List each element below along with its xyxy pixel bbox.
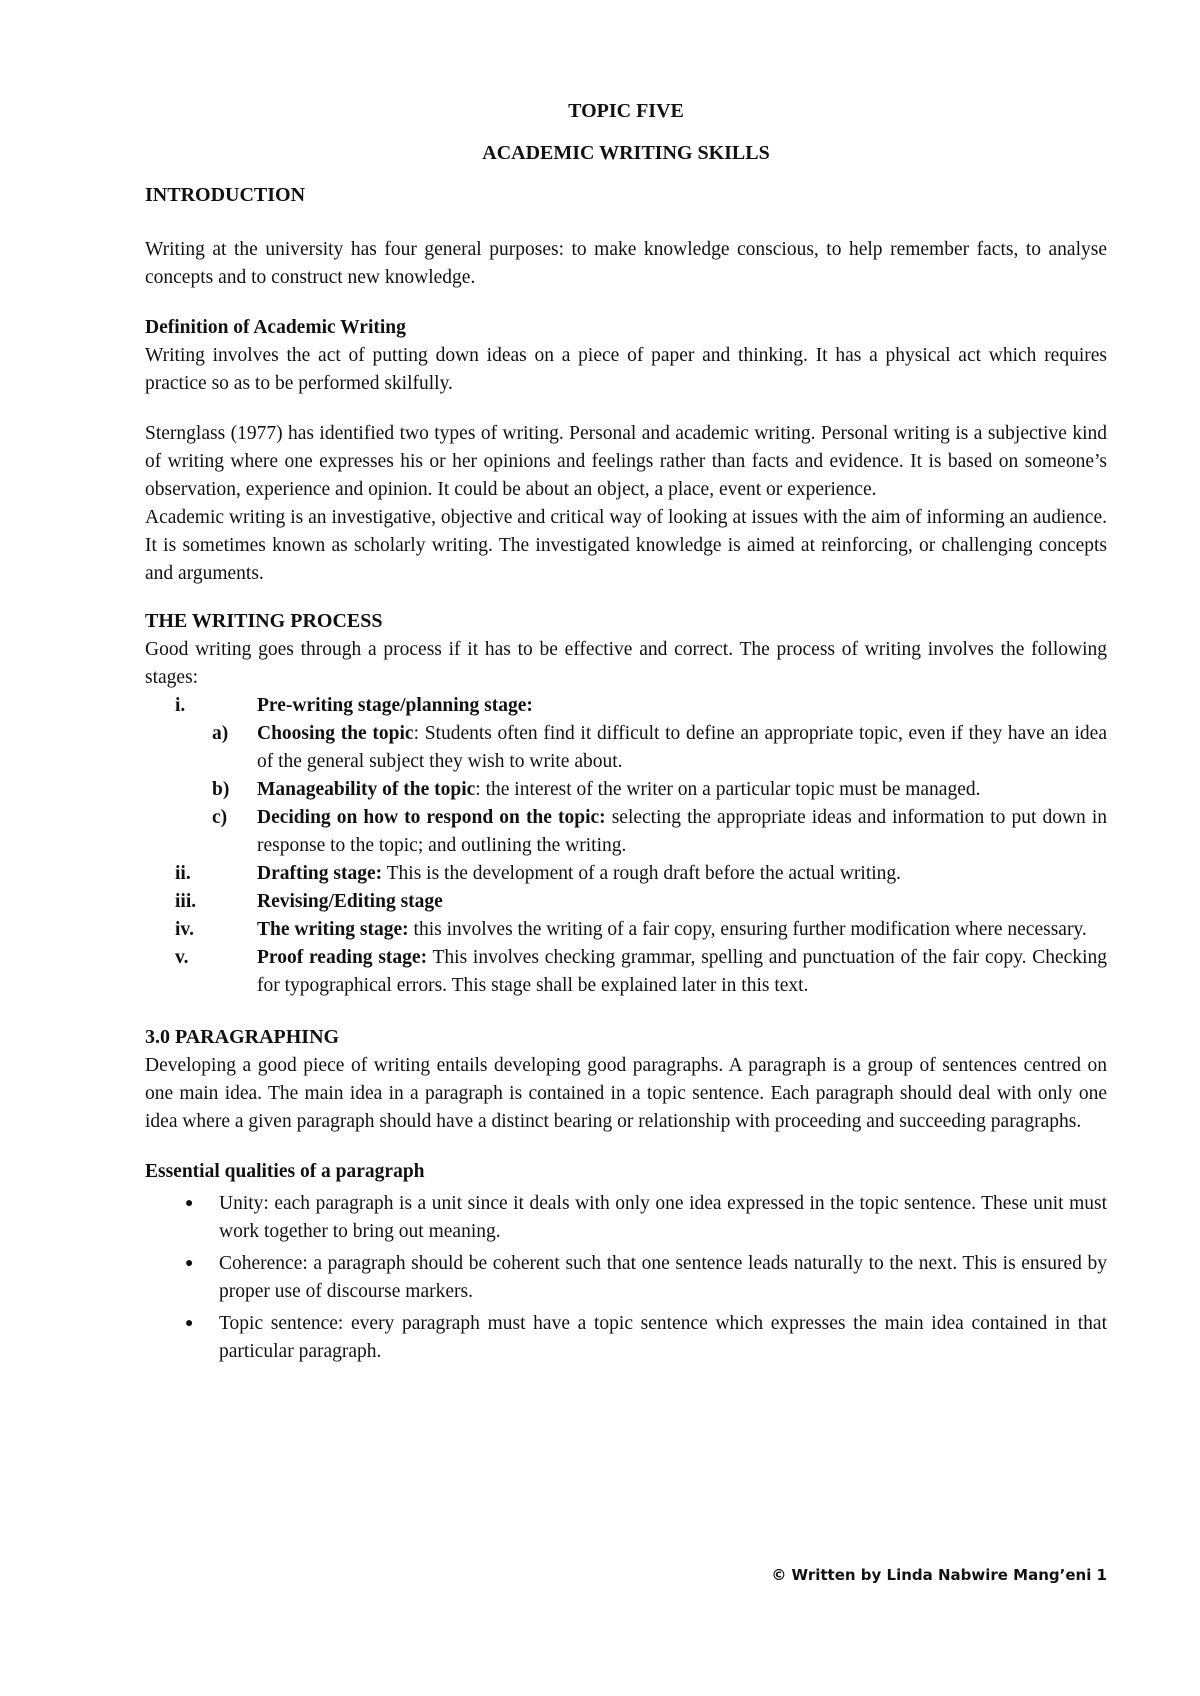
stage-label: The writing stage: bbox=[257, 919, 409, 940]
stage-number: iii. bbox=[175, 891, 197, 912]
introduction-heading: INTRODUCTION bbox=[145, 184, 306, 206]
list-item bbox=[145, 1250, 1107, 1306]
introduction-paragraph: Writing at the university has four general purposes: to make knowledge conscious, to help remember facts, to analyse concepts and to construct new knowledge. bbox=[145, 239, 1107, 288]
stage-label: Drafting stage: bbox=[257, 863, 383, 884]
substage-text: : the interest of the writer on a particular topic must be managed. bbox=[475, 779, 981, 800]
writing-process-heading: THE WRITING PROCESS bbox=[145, 610, 383, 632]
substage-item bbox=[212, 720, 1107, 776]
bullet-icon: ● bbox=[185, 1316, 194, 1331]
document-page bbox=[145, 96, 1107, 1370]
stage-item bbox=[145, 944, 1107, 1000]
list-item-text: Unity: each paragraph is a unit since it deals with only one idea expressed in the topic sentence. These unit must work together to bring out meaning. bbox=[219, 1193, 1107, 1242]
stage-text: This involves checking grammar, spelling and punctuation of the fair copy. Checking for typographical errors. This stage shall be explained later in this text. bbox=[257, 947, 1107, 996]
academic-writing-paragraph: Academic writing is an investigative, objective and critical way of looking at issues with the aim of informing an audience. It is sometimes known as scholarly writing. The investigated knowledge is aimed at reinforcing, or challenging concepts and arguments. bbox=[145, 507, 1107, 584]
qualities-list bbox=[145, 1190, 1107, 1366]
list-item-text: Topic sentence: every paragraph must have a topic sentence which expresses the main idea contained in that particular paragraph. bbox=[219, 1313, 1107, 1362]
writing-process-paragraph: Good writing goes through a process if it has to be effective and correct. The process of writing involves the following stages: bbox=[145, 639, 1107, 688]
stage-number: i. bbox=[175, 695, 186, 716]
definition-paragraph: Writing involves the act of putting down ideas on a piece of paper and thinking. It has a physical act which requires practice so as to be performed skilfully. bbox=[145, 345, 1107, 394]
substage-label: Choosing the topic bbox=[257, 723, 414, 744]
stage-number: ii. bbox=[175, 863, 191, 884]
page-footer: © Written by Linda Nabwire Mang’eni 1 bbox=[771, 1566, 1107, 1584]
stage-number: v. bbox=[175, 947, 189, 968]
stage-item bbox=[145, 916, 1107, 944]
substage-text: : Students often find it difficult to define an appropriate topic, even if they have an idea of the general subject they wish to write about. bbox=[257, 723, 1107, 772]
document-subtitle: ACADEMIC WRITING SKILLS bbox=[482, 142, 770, 164]
paragraphing-paragraph: Developing a good piece of writing entails developing good paragraphs. A paragraph is a group of sentences centred on one main idea. The main idea in a paragraph is contained in a topic sentence. Each paragraph should deal with only one idea where a given paragraph should have a distinct bearing or relationship with proceeding and succeeding paragraphs. bbox=[145, 1055, 1107, 1132]
document-title: TOPIC FIVE bbox=[568, 100, 684, 122]
substage-letter: c) bbox=[212, 807, 228, 828]
definition-heading: Definition of Academic Writing bbox=[145, 317, 406, 338]
substage-text: selecting the appropriate ideas and information to put down in response to the topic; and outlining the writing. bbox=[257, 807, 1107, 856]
list-item-text: Coherence: a paragraph should be coherent such that one sentence leads naturally to the next. This is ensured by proper use of discourse markers. bbox=[219, 1253, 1107, 1302]
substage-letter: b) bbox=[212, 779, 230, 800]
stage-number: iv. bbox=[175, 919, 194, 940]
stage-item bbox=[145, 888, 1107, 916]
substage-letter: a) bbox=[212, 723, 229, 744]
sternglass-paragraph: Sternglass (1977) has identified two types of writing. Personal and academic writing. Personal writing is a subjective kind of writing where one expresses his or her opinions and feelings rather than facts and evidence. It is based on someone’s observation, experience and opinion. It could be about an object, a place, event or experience. bbox=[145, 423, 1107, 500]
stages-list bbox=[145, 692, 1107, 1000]
list-item bbox=[145, 1190, 1107, 1246]
stage-text: this involves the writing of a fair copy, ensuring further modification where necessary. bbox=[408, 919, 1087, 940]
stage-label: Revising/Editing stage bbox=[257, 891, 443, 912]
qualities-heading: Essential qualities of a paragraph bbox=[145, 1161, 425, 1182]
substages-list bbox=[145, 720, 1107, 860]
list-item bbox=[145, 1310, 1107, 1366]
substage-item bbox=[212, 776, 1107, 804]
bullet-icon: ● bbox=[185, 1196, 194, 1211]
bullet-icon: ● bbox=[185, 1256, 194, 1271]
paragraphing-heading: 3.0 PARAGRAPHING bbox=[145, 1026, 340, 1048]
stage-item bbox=[145, 860, 1107, 888]
stage-text: This is the development of a rough draft before the actual writing. bbox=[382, 863, 902, 884]
substage-label: Manageability of the topic bbox=[257, 779, 476, 800]
stage-item bbox=[145, 692, 1107, 720]
stage-label: Proof reading stage: bbox=[257, 947, 428, 968]
substage-item bbox=[212, 804, 1107, 860]
substage-label: Deciding on how to respond on the topic: bbox=[257, 807, 606, 828]
stage-label: Pre-writing stage/planning stage: bbox=[257, 695, 533, 716]
